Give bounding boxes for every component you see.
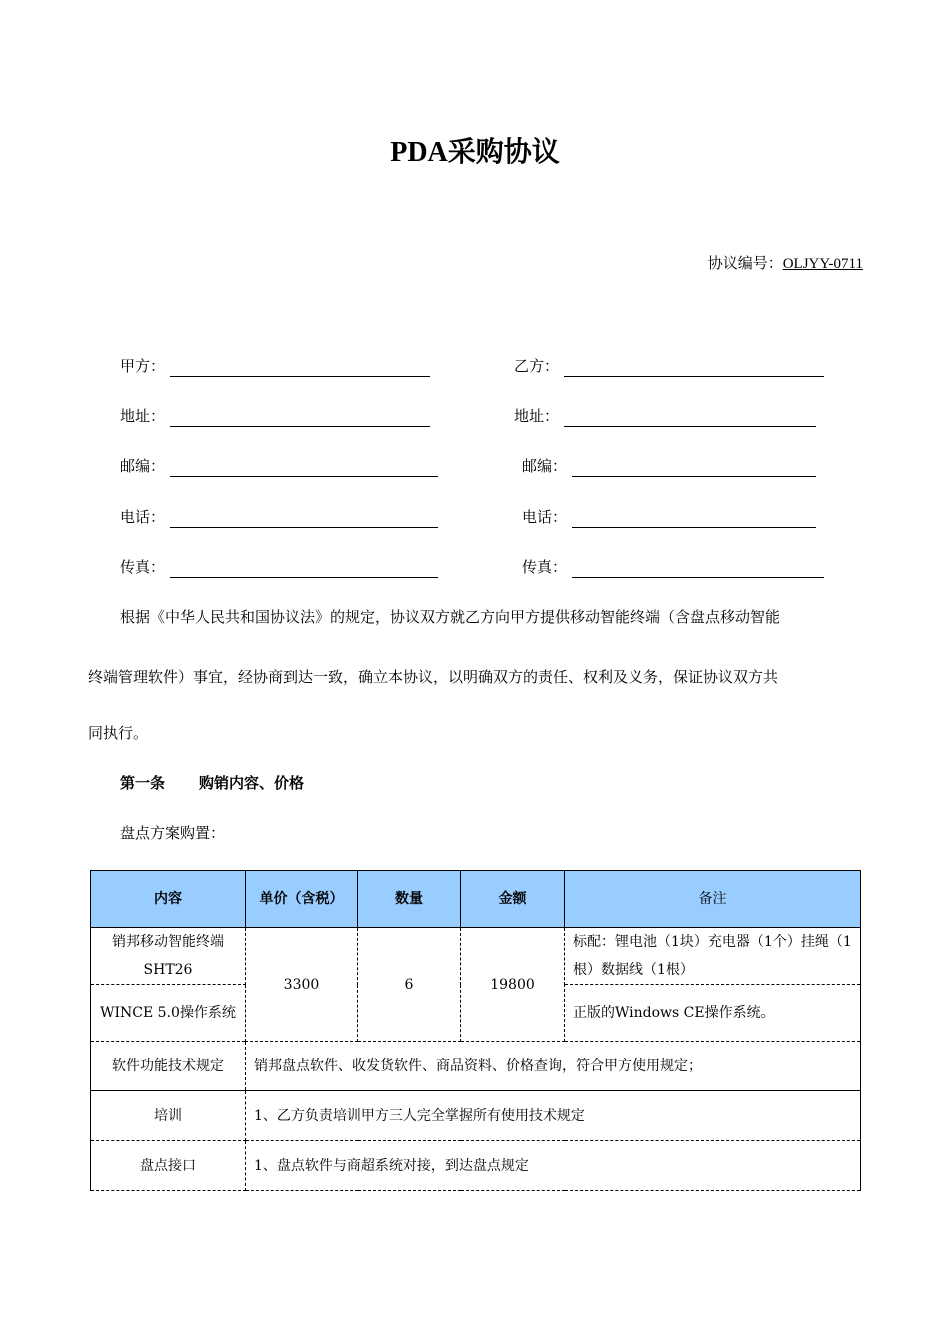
purchase-table [90, 870, 861, 1191]
party-b-phone-field[interactable] [522, 506, 818, 528]
blank-line [170, 376, 430, 377]
party-a-fax-field[interactable] [120, 556, 440, 578]
party-a-phone-field[interactable] [120, 506, 440, 528]
blank-line [572, 577, 824, 578]
field-label: 邮编： [120, 457, 166, 475]
unit-price-cell: 3300 [246, 928, 358, 1042]
item-os-note: 正版的Windows CE操作系统。 [565, 985, 861, 1042]
training-label: 培训 [91, 1091, 246, 1141]
field-label: 传真： [120, 558, 166, 576]
article-heading [120, 772, 304, 793]
interface-label: 盘点接口 [91, 1141, 246, 1191]
party-a-postcode-field[interactable] [120, 455, 440, 477]
blank-line [170, 527, 438, 528]
header-amount: 金额 [461, 871, 565, 928]
interface-value: 1、盘点软件与商超系统对接，到达盘点规定 [246, 1141, 861, 1191]
blank-line [170, 476, 438, 477]
intro-line: 同执行。 [88, 724, 149, 742]
amount-cell: 19800 [461, 928, 565, 1042]
blank-line [170, 426, 430, 427]
table-row [91, 1141, 861, 1191]
header-quantity: 数量 [358, 871, 461, 928]
field-label: 电话： [522, 508, 568, 526]
field-label: 传真： [522, 558, 568, 576]
blank-line [572, 476, 816, 477]
blank-line [170, 577, 438, 578]
contract-number-label: 协议编号： [707, 254, 783, 272]
intro-line: 终端管理软件）事宜，经协商到达一致，确立本协议，以明确双方的责任、权利及义务，保证协议双方共 [88, 668, 779, 686]
field-label: 地址： [120, 407, 166, 425]
table-row [91, 1091, 861, 1141]
table-row [91, 1042, 861, 1091]
document-title: PDA采购协议 [390, 137, 560, 168]
table-row [91, 928, 861, 985]
field-label: 甲方： [120, 357, 166, 375]
table-header-row [91, 871, 861, 928]
item-device-note: 标配：锂电池（1块）充电器（1个）挂绳（1根）数据线（1根） [565, 928, 861, 985]
party-b-fax-field[interactable] [522, 556, 826, 578]
field-label: 乙方： [514, 357, 560, 375]
field-label: 地址： [514, 407, 560, 425]
contract-number-value: OLJYY-0711 [782, 256, 863, 272]
item-device-name: 销邦移动智能终端SHT26 [91, 928, 246, 985]
article-number: 第一条 [120, 774, 166, 792]
field-label: 电话： [120, 508, 166, 526]
software-label: 软件功能技术规定 [91, 1042, 246, 1091]
party-b-address-field[interactable] [514, 405, 818, 427]
contract-number [708, 252, 863, 273]
header-content: 内容 [91, 871, 246, 928]
blank-line [564, 426, 816, 427]
blank-line [564, 376, 824, 377]
party-b-name-field[interactable] [514, 355, 826, 377]
party-a-address-field[interactable] [120, 405, 432, 427]
header-unit-price: 单价（含税） [246, 871, 358, 928]
party-a-name-field[interactable] [120, 355, 432, 377]
section-subheading: 盘点方案购置： [120, 824, 226, 842]
field-label: 邮编： [522, 457, 568, 475]
quantity-cell: 6 [358, 928, 461, 1042]
header-remark: 备注 [565, 871, 861, 928]
intro-line: 根据《中华人民共和国协议法》的规定，协议双方就乙方向甲方提供移动智能终端（含盘点移动智能 [120, 608, 781, 626]
training-value: 1、乙方负责培训甲方三人完全掌握所有使用技术规定 [246, 1091, 861, 1141]
blank-line [572, 527, 816, 528]
software-value: 销邦盘点软件、收发货软件、商品资料、价格查询，符合甲方使用规定； [246, 1042, 861, 1091]
party-b-postcode-field[interactable] [522, 455, 818, 477]
item-os-name: WINCE 5.0操作系统 [91, 985, 246, 1042]
article-title: 购销内容、价格 [199, 774, 305, 792]
